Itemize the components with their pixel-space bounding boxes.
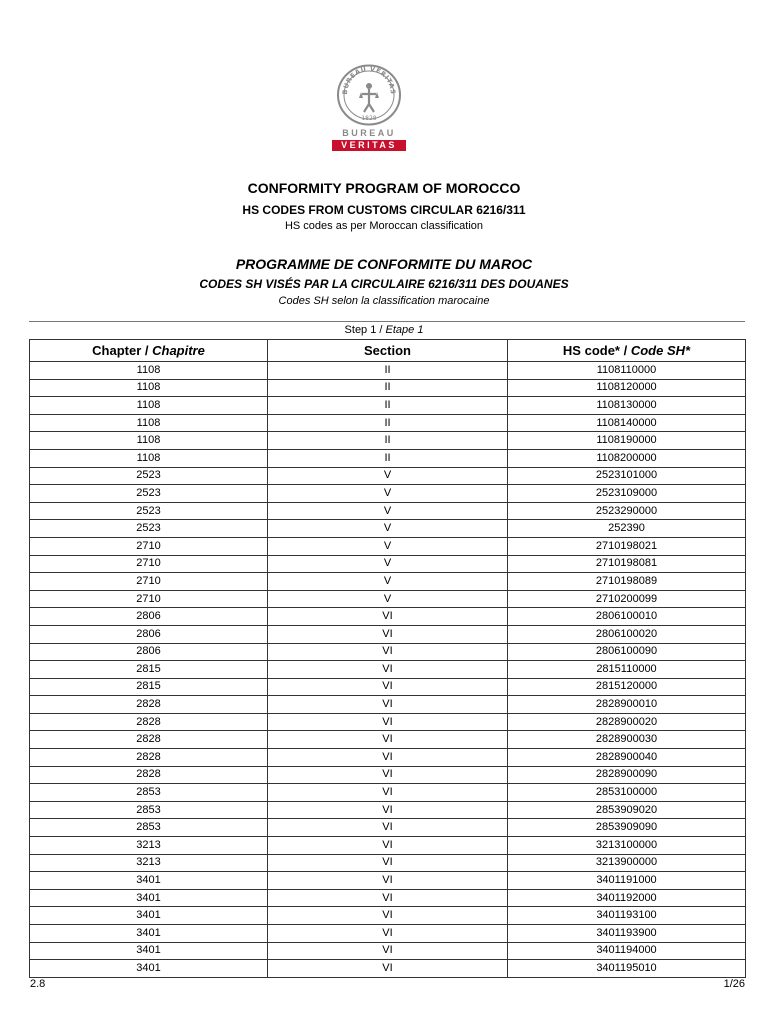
cell-hs-code: 3213900000 — [508, 854, 746, 872]
cell-hs-code: 1108190000 — [508, 432, 746, 450]
table-row — [30, 379, 746, 397]
cell-hs-code: 1108130000 — [508, 397, 746, 415]
cell-chapter: 1108 — [30, 414, 268, 432]
cell-chapter: 2853 — [30, 801, 268, 819]
cell-hs-code: 1108200000 — [508, 449, 746, 467]
cell-chapter: 3401 — [30, 907, 268, 925]
cell-hs-code: 2828900090 — [508, 766, 746, 784]
cell-hs-code: 3401192000 — [508, 889, 746, 907]
document-version: 2.8 — [30, 978, 46, 990]
cell-hs-code: 1108120000 — [508, 379, 746, 397]
cell-chapter: 2806 — [30, 608, 268, 626]
cell-hs-code: 2828900020 — [508, 713, 746, 731]
cell-hs-code: 3401193900 — [508, 925, 746, 943]
cell-hs-code: 2853909020 — [508, 801, 746, 819]
cell-section: VI — [268, 713, 508, 731]
table-row — [30, 889, 746, 907]
cell-section: VI — [268, 678, 508, 696]
table-row — [30, 362, 746, 380]
table-row — [30, 925, 746, 943]
cell-hs-code: 2828900040 — [508, 749, 746, 767]
cell-hs-code: 3401194000 — [508, 942, 746, 960]
cell-section: V — [268, 485, 508, 503]
cell-hs-code: 2710198089 — [508, 573, 746, 591]
cell-chapter: 2828 — [30, 731, 268, 749]
table-row — [30, 414, 746, 432]
cell-section: V — [268, 520, 508, 538]
table-row — [30, 731, 746, 749]
cell-hs-code: 2710198021 — [508, 537, 746, 555]
cell-chapter: 2710 — [30, 555, 268, 573]
cell-chapter: 1108 — [30, 397, 268, 415]
cell-section: VI — [268, 625, 508, 643]
divider — [29, 321, 745, 322]
table-row — [30, 590, 746, 608]
cell-hs-code: 2828900030 — [508, 731, 746, 749]
cell-section: VI — [268, 766, 508, 784]
table-row — [30, 502, 746, 520]
table-row — [30, 837, 746, 855]
table-row — [30, 854, 746, 872]
cell-section: VI — [268, 960, 508, 978]
table-row — [30, 819, 746, 837]
cell-chapter: 3401 — [30, 889, 268, 907]
cell-section: II — [268, 432, 508, 450]
cell-hs-code: 1108140000 — [508, 414, 746, 432]
table-row — [30, 485, 746, 503]
table-row — [30, 942, 746, 960]
cell-chapter: 3401 — [30, 872, 268, 890]
cell-section: VI — [268, 889, 508, 907]
cell-chapter: 2710 — [30, 590, 268, 608]
cell-chapter: 1108 — [30, 362, 268, 380]
cell-chapter: 2815 — [30, 678, 268, 696]
cell-hs-code: 2523290000 — [508, 502, 746, 520]
table-row — [30, 432, 746, 450]
cell-chapter: 3401 — [30, 942, 268, 960]
cell-section: II — [268, 397, 508, 415]
cell-chapter: 1108 — [30, 449, 268, 467]
svg-text:BUREAU VERITAS: BUREAU VERITAS — [340, 64, 398, 95]
cell-section: VI — [268, 661, 508, 679]
logo-band-bureau: BUREAU — [332, 128, 406, 139]
table-row — [30, 537, 746, 555]
table-row — [30, 784, 746, 802]
table-row — [30, 661, 746, 679]
bureau-veritas-logo — [332, 64, 406, 152]
table-row — [30, 713, 746, 731]
cell-section: VI — [268, 784, 508, 802]
column-header-chapter: Chapter / Chapitre — [30, 340, 268, 362]
cell-hs-code: 2523109000 — [508, 485, 746, 503]
table-row — [30, 696, 746, 714]
cell-section: VI — [268, 643, 508, 661]
cell-section: VI — [268, 872, 508, 890]
title-en: CONFORMITY PROGRAM OF MOROCCO — [247, 180, 521, 196]
cell-section: VI — [268, 731, 508, 749]
cell-hs-code: 3401191000 — [508, 872, 746, 890]
cell-hs-code: 1108110000 — [508, 362, 746, 380]
cell-section: V — [268, 537, 508, 555]
cell-hs-code: 2853100000 — [508, 784, 746, 802]
table-row — [30, 801, 746, 819]
cell-section: VI — [268, 749, 508, 767]
cell-section: VI — [268, 608, 508, 626]
cell-section: II — [268, 379, 508, 397]
table-row — [30, 520, 746, 538]
cell-section: V — [268, 502, 508, 520]
cell-hs-code: 2806100090 — [508, 643, 746, 661]
cell-section: V — [268, 555, 508, 573]
table-header-row — [30, 340, 746, 362]
cell-chapter: 1108 — [30, 379, 268, 397]
cell-hs-code: 2523101000 — [508, 467, 746, 485]
table-row — [30, 625, 746, 643]
cell-chapter: 3401 — [30, 925, 268, 943]
table-row — [30, 766, 746, 784]
logo-band-veritas: VERITAS — [332, 140, 406, 151]
cell-section: VI — [268, 925, 508, 943]
table-row — [30, 608, 746, 626]
cell-hs-code: 2815120000 — [508, 678, 746, 696]
cell-section: II — [268, 414, 508, 432]
table-row — [30, 643, 746, 661]
page-number: 1/26 — [723, 978, 745, 990]
cell-section: VI — [268, 907, 508, 925]
cell-hs-code: 252390 — [508, 520, 746, 538]
cell-section: VI — [268, 854, 508, 872]
cell-chapter: 2710 — [30, 573, 268, 591]
hs-codes-table — [29, 339, 746, 978]
table-row — [30, 872, 746, 890]
cell-section: II — [268, 362, 508, 380]
cell-section: VI — [268, 801, 508, 819]
subtitle-fr: CODES SH VISÉS PAR LA CIRCULAIRE 6216/311 DES DOUANES — [199, 277, 569, 291]
cell-chapter: 2806 — [30, 643, 268, 661]
table-row — [30, 960, 746, 978]
cell-section: VI — [268, 837, 508, 855]
cell-chapter: 3213 — [30, 854, 268, 872]
column-header-section: Section — [268, 340, 508, 362]
table-row — [30, 749, 746, 767]
cell-chapter: 2853 — [30, 819, 268, 837]
note-fr: Codes SH selon la classification marocaine — [278, 295, 490, 307]
column-header-hs-code: HS code* / Code SH* — [508, 340, 746, 362]
cell-section: VI — [268, 819, 508, 837]
cell-hs-code: 2710198081 — [508, 555, 746, 573]
cell-chapter: 3213 — [30, 837, 268, 855]
cell-chapter: 2523 — [30, 467, 268, 485]
title-fr: PROGRAMME DE CONFORMITE DU MAROC — [235, 256, 533, 272]
cell-section: V — [268, 573, 508, 591]
subtitle-en: HS CODES FROM CUSTOMS CIRCULAR 6216/311 — [242, 203, 526, 217]
cell-hs-code: 2710200099 — [508, 590, 746, 608]
table-row — [30, 573, 746, 591]
step-label-fr: Etape 1 — [385, 324, 424, 336]
table-row — [30, 907, 746, 925]
table-row — [30, 555, 746, 573]
table-row — [30, 397, 746, 415]
cell-chapter: 2523 — [30, 502, 268, 520]
cell-section: VI — [268, 696, 508, 714]
cell-hs-code: 3213100000 — [508, 837, 746, 855]
cell-chapter: 2806 — [30, 625, 268, 643]
cell-chapter: 2523 — [30, 485, 268, 503]
cell-chapter: 1108 — [30, 432, 268, 450]
cell-hs-code: 2853909090 — [508, 819, 746, 837]
cell-section: V — [268, 467, 508, 485]
cell-section: VI — [268, 942, 508, 960]
svg-text:1828: 1828 — [361, 115, 377, 122]
cell-chapter: 3401 — [30, 960, 268, 978]
cell-hs-code: 2815110000 — [508, 661, 746, 679]
cell-chapter: 2815 — [30, 661, 268, 679]
veritas-seal-icon — [335, 64, 403, 126]
cell-hs-code: 2828900010 — [508, 696, 746, 714]
cell-chapter: 2523 — [30, 520, 268, 538]
table-row — [30, 449, 746, 467]
step-label — [0, 324, 768, 336]
cell-chapter: 2828 — [30, 749, 268, 767]
cell-chapter: 2828 — [30, 766, 268, 784]
cell-hs-code: 3401195010 — [508, 960, 746, 978]
cell-chapter: 2710 — [30, 537, 268, 555]
cell-chapter: 2853 — [30, 784, 268, 802]
table-row — [30, 467, 746, 485]
cell-section: II — [268, 449, 508, 467]
note-en: HS codes as per Moroccan classification — [284, 220, 484, 232]
cell-chapter: 2828 — [30, 696, 268, 714]
table-row — [30, 678, 746, 696]
cell-chapter: 2828 — [30, 713, 268, 731]
cell-hs-code: 2806100020 — [508, 625, 746, 643]
cell-section: V — [268, 590, 508, 608]
cell-hs-code: 3401193100 — [508, 907, 746, 925]
step-label-en: Step 1 / — [344, 324, 386, 336]
cell-hs-code: 2806100010 — [508, 608, 746, 626]
